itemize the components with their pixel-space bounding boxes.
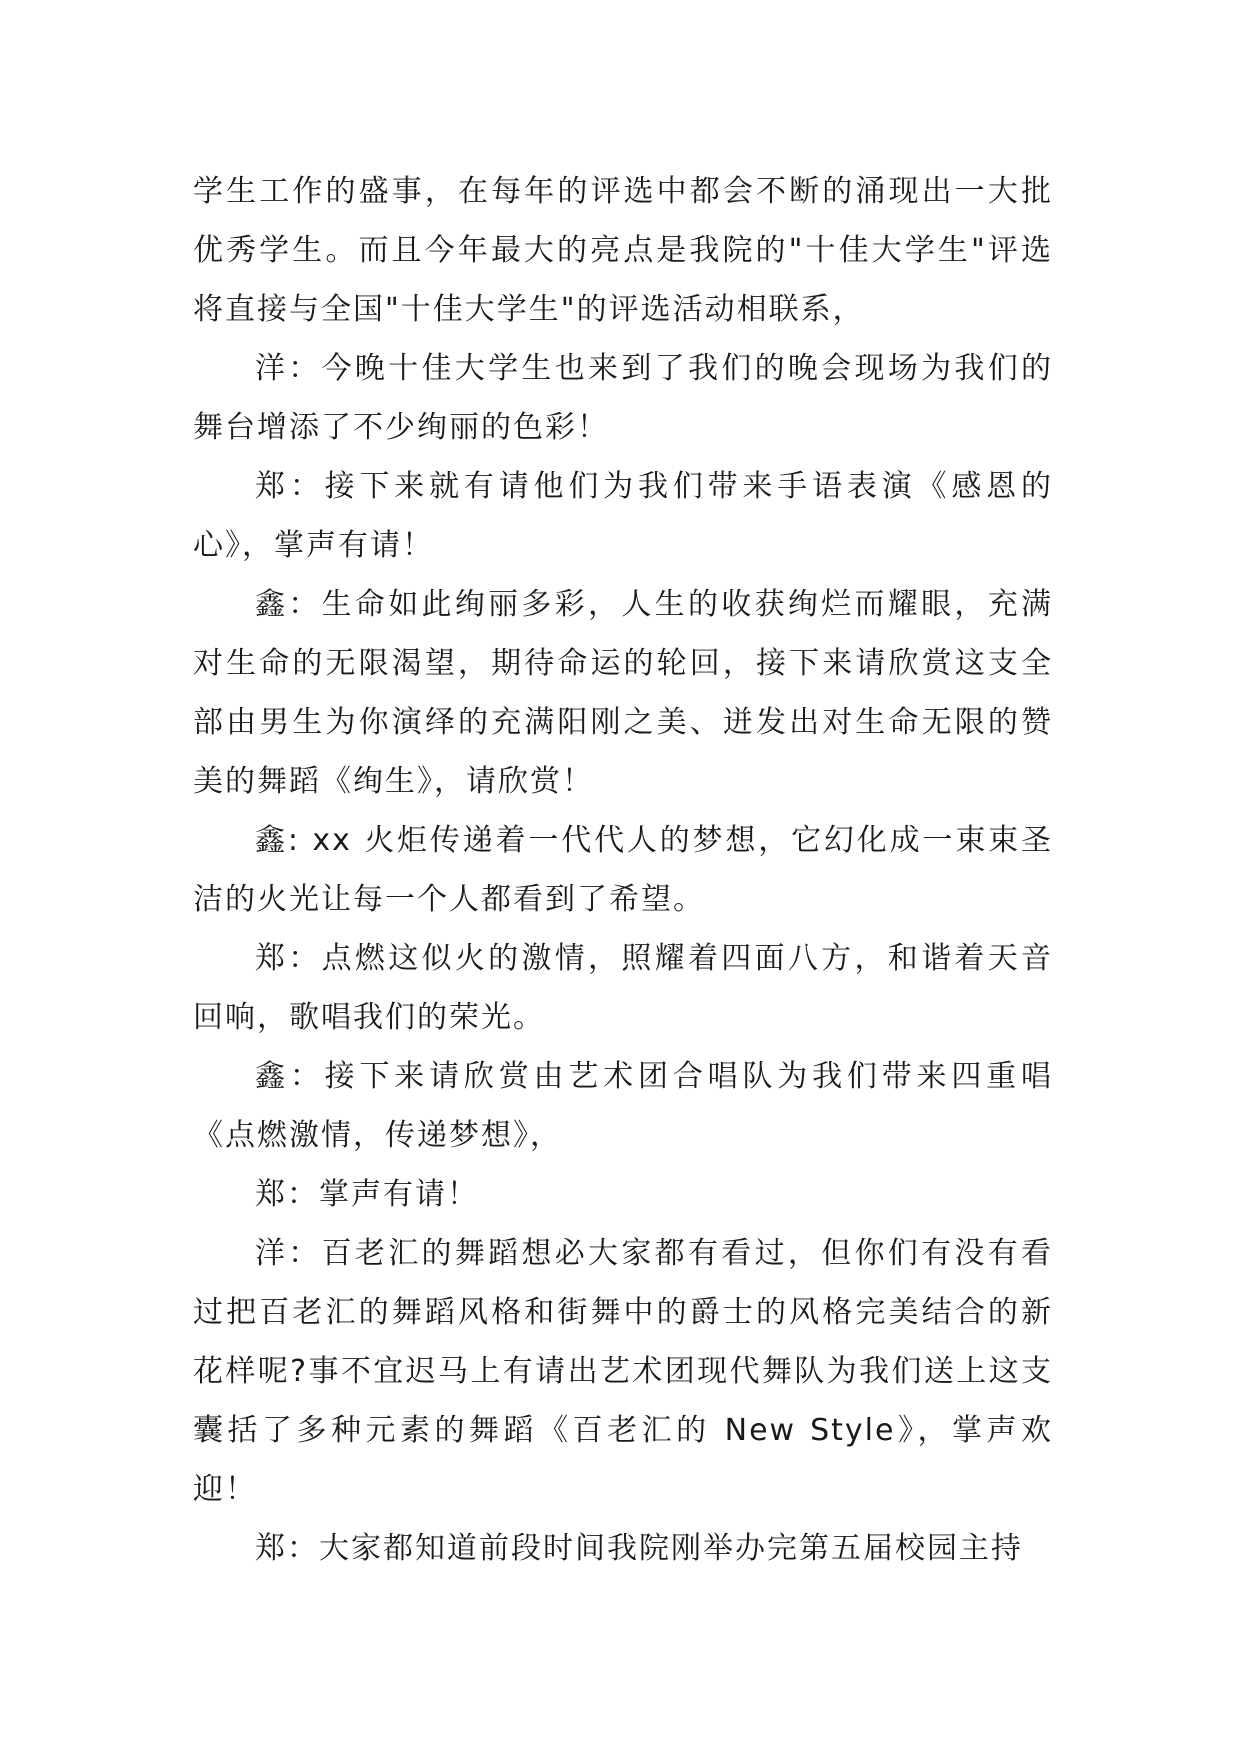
document-body xyxy=(193,162,1053,1578)
paragraph-yang-1: 洋：今晚十佳大学生也来到了我们的晚会现场为我们的舞台增添了不少绚丽的色彩！ xyxy=(193,351,1053,445)
paragraph-zheng-3: 郑：掌声有请！ xyxy=(255,1177,479,1212)
paragraph-xin-3: 鑫：接下来请欣赏由艺术团合唱队为我们带来四重唱《点燃激情，传递梦想》， xyxy=(193,1059,1053,1153)
paragraph-xin-2: 鑫: xx 火炬传递着一代代人的梦想，它幻化成一束束圣洁的火光让每一个人都看到了希望。 xyxy=(193,823,1053,917)
paragraph-zheng-2: 郑：点燃这似火的激情，照耀着四面八方，和谐着天音回响，歌唱我们的荣光。 xyxy=(193,941,1053,1035)
paragraph-continuation: 学生工作的盛事，在每年的评选中都会不断的涌现出一大批优秀学生。而且今年最大的亮点是我院的"十佳大学生"评选将直接与全国"十佳大学生"的评选活动相联系， xyxy=(193,174,1053,327)
paragraph-yang-2: 洋：百老汇的舞蹈想必大家都有看过，但你们有没有看过把百老汇的舞蹈风格和街舞中的爵士的风格完美结合的新花样呢?事不宜迟马上有请出艺术团现代舞队为我们送上这支囊括了多种元素的舞蹈《百老汇的 New Style》，掌声欢迎！ xyxy=(193,1236,1053,1507)
paragraph-xin-1: 鑫：生命如此绚丽多彩，人生的收获绚烂而耀眼，充满对生命的无限渴望，期待命运的轮回，接下来请欣赏这支全部由男生为你演绎的充满阳刚之美、迸发出对生命无限的赞美的舞蹈《绚生》，请欣赏！ xyxy=(193,587,1053,799)
paragraph-zheng-4: 郑：大家都知道前段时间我院刚举办完第五届校园主持 xyxy=(255,1531,1023,1566)
paragraph-zheng-1: 郑：接下来就有请他们为我们带来手语表演《感恩的心》，掌声有请！ xyxy=(193,469,1053,563)
